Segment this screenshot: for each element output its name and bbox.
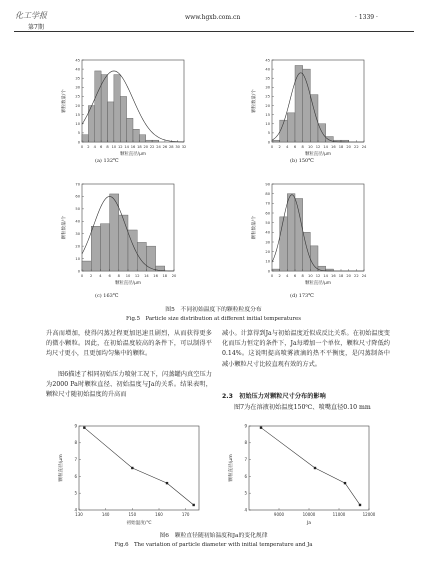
y-tick-label: 10 (75, 122, 80, 127)
histogram-bar (139, 135, 145, 142)
x-tick-label: 18 (338, 274, 344, 278)
x-tick-label: 4 (93, 145, 96, 149)
y-tick-label: 70 (75, 182, 80, 187)
y-tick-label: 4 (74, 507, 77, 513)
histogram-bar (295, 65, 303, 142)
y-tick-label: 20 (75, 244, 80, 249)
y-tick-label: 6 (74, 473, 77, 479)
x-axis-label: 颗粒直径/μm (119, 152, 147, 157)
y-tick-label: 4 (244, 507, 247, 513)
histogram-bar (133, 129, 139, 142)
y-tick-label: 5 (267, 131, 270, 136)
x-tick-label: 16 (331, 274, 336, 278)
y-axis-label: 颗粒数量/个 (62, 215, 67, 240)
y-tick-label: 5 (77, 131, 80, 136)
x-tick-label: 20 (346, 274, 351, 278)
histogram-bar (295, 199, 303, 272)
y-tick-label: 6 (244, 473, 247, 479)
y-tick-label: 45 (265, 58, 270, 63)
y-tick-label: 90 (265, 182, 270, 187)
y-tick-label: 40 (75, 67, 80, 72)
data-point (344, 482, 346, 484)
histogram-bar (303, 69, 311, 142)
fig5-caption-d: (d) 173℃ (290, 293, 314, 299)
x-tick-label: 30 (175, 145, 180, 149)
y-tick-label: 0 (77, 269, 80, 274)
series-line (261, 428, 360, 505)
journal-url: www.hgxb.com.cn (185, 14, 241, 21)
y-tick-label: 0 (77, 140, 80, 145)
data-point (314, 467, 316, 469)
y-tick-label: 10 (75, 256, 80, 261)
fig5-histogram-d (250, 180, 368, 295)
y-tick-label: 15 (265, 112, 270, 117)
x-tick-label: 20 (171, 274, 177, 278)
histogram-bar (310, 95, 318, 142)
issue-number: 第7期 (28, 24, 44, 31)
histogram-bar (110, 194, 119, 271)
histogram-bar (287, 194, 295, 271)
y-tick-label: 40 (265, 230, 270, 235)
data-point (192, 504, 194, 506)
y-tick-label: 20 (75, 103, 80, 108)
y-tick-label: 40 (265, 67, 270, 72)
y-tick-label: 35 (75, 76, 80, 81)
x-tick-label: 22 (149, 145, 155, 149)
y-tick-label: 7 (244, 457, 247, 462)
data-point (166, 482, 168, 484)
histogram-bar (114, 75, 120, 142)
y-tick-label: 9 (244, 423, 247, 429)
x-tick-label: 12 (315, 145, 321, 149)
y-tick-label: 35 (265, 76, 270, 81)
x-tick-label: 4 (286, 274, 289, 278)
left-paragraph-1: 升高而增加，使得闪蒸过程更加迅速且剧烈，从而获得更多的微小颗粒。因此，在初始温度较高的条件下，可以制得平均尺寸更小，且更加均匀集中的颗粒。 (46, 330, 212, 358)
fig6-caption-en: Fig.6 The variation of particle diameter with initial temperature and Ja (114, 542, 313, 548)
x-tick-label: 160 (155, 512, 163, 517)
histogram-bar (100, 224, 109, 271)
histogram-bar (108, 102, 114, 142)
x-axis-label: 颗粒直径/μm (304, 152, 332, 157)
left-paragraph-2: 图6描述了相同初始压力喷射工况下，闪蒸罐内真空压力为2000 Pa时颗粒直径、初始温度与Ja的关系。结果表明，颗粒尺寸随初始温度的升高而 (46, 371, 212, 399)
x-axis-label: Ja (306, 521, 312, 526)
x-tick-label: 6 (108, 274, 111, 278)
histogram-bar (280, 217, 288, 271)
x-tick-label: 22 (354, 274, 359, 278)
fig5-histogram-c (60, 180, 178, 295)
series-line (84, 428, 193, 505)
fig6-temperature-chart (55, 420, 205, 530)
y-tick-label: 60 (75, 194, 80, 199)
y-axis-label: 颗粒数量/个 (252, 215, 257, 240)
x-axis-label: 颗粒直径/μm (114, 281, 142, 286)
histogram-bar (82, 135, 88, 142)
x-tick-label: 16 (130, 145, 136, 149)
x-tick-label: 0 (270, 274, 274, 278)
right-paragraph-2: 图7为在溶液初始温度150℃、喷嘴直径0.10 mm (234, 404, 371, 411)
y-tick-label: 10 (265, 122, 270, 127)
data-point (260, 426, 262, 428)
x-tick-label: 0 (80, 274, 84, 278)
x-tick-label: 2 (90, 274, 93, 278)
histogram-bar (127, 118, 133, 142)
x-tick-label: 4 (286, 145, 289, 149)
histogram-bar (303, 232, 311, 271)
journal-logo-text: 化工学报 (15, 11, 47, 20)
fig6-caption-cn: 图6 颗粒直径随初始温度和Ja的变化规律 (159, 533, 268, 539)
x-tick-label: 18 (338, 145, 344, 149)
x-tick-label: 24 (361, 145, 367, 149)
y-tick-label: 30 (75, 232, 80, 237)
x-tick-label: 140 (101, 512, 110, 517)
fig5-histogram-b (250, 56, 368, 166)
x-tick-label: 28 (168, 145, 174, 149)
x-tick-label: 12 (315, 274, 321, 278)
data-point (131, 467, 133, 469)
x-tick-label: 170 (181, 512, 190, 517)
y-tick-label: 10 (265, 259, 270, 264)
x-tick-label: 10 (111, 145, 117, 149)
x-tick-label: 4 (99, 274, 102, 278)
x-tick-label: 6 (293, 145, 297, 149)
histogram-bar (119, 215, 128, 271)
x-tick-label: 14 (144, 274, 149, 278)
histogram-bar (82, 261, 91, 271)
histogram-bar (287, 113, 295, 142)
x-tick-label: 14 (323, 274, 328, 278)
header-rule (14, 31, 414, 32)
fig5-caption-cn: 图5 不同初始温度下的颗粒粒度分布 (165, 307, 262, 313)
x-tick-label: 2 (278, 145, 281, 149)
x-tick-label: 32 (181, 145, 187, 149)
plot-frame (249, 426, 369, 510)
fig5-histogram-a (60, 56, 188, 166)
y-tick-label: 7 (74, 457, 77, 462)
x-tick-label: 130 (75, 512, 83, 517)
histogram-bar (146, 140, 152, 142)
x-tick-label: 24 (361, 274, 367, 278)
fig5-caption-a: (a) 132℃ (95, 158, 119, 164)
x-tick-label: 6 (99, 145, 103, 149)
fig5-caption-en: Fig.5 Particle size distribution at different initial temperatures (126, 316, 301, 322)
x-tick-label: 8 (117, 274, 120, 278)
x-tick-label: 16 (331, 145, 336, 149)
x-tick-label: 18 (162, 274, 168, 278)
y-tick-label: 50 (75, 207, 80, 212)
x-tick-label: 16 (153, 274, 158, 278)
y-tick-label: 5 (244, 490, 247, 496)
y-tick-label: 0 (267, 269, 270, 274)
x-tick-label: 10 (308, 274, 313, 278)
x-tick-label: 14 (323, 145, 328, 149)
x-tick-label: 150 (128, 512, 137, 517)
histogram-bar (272, 140, 280, 142)
x-axis-label: 初始温度/℃ (126, 521, 152, 526)
data-point (359, 504, 361, 506)
y-tick-label: 25 (75, 94, 80, 99)
x-tick-label: 10000 (302, 512, 316, 517)
page-number: · 1339 · (355, 14, 378, 21)
y-tick-label: 15 (75, 112, 80, 117)
y-tick-label: 45 (75, 58, 80, 63)
right-paragraph-1: 减小。计算得到Ja与初始温度近似成反比关系。在初始温度变化而压力恒定的条件下，Ja每增加一个单位，颗粒尺寸降低约0.14%。这说明提高喷雾液滴的热不平衡度，是闪蒸制备中减小颗粒尺寸比较直观有效的方式。 (222, 330, 390, 368)
histogram-bar (91, 226, 100, 271)
x-tick-label: 0 (80, 145, 84, 149)
histogram-bar (120, 96, 126, 142)
x-tick-label: 24 (156, 145, 161, 149)
histogram-bar (95, 71, 101, 142)
x-tick-label: 8 (106, 145, 109, 149)
x-tick-label: 20 (143, 145, 149, 149)
x-tick-label: 10 (125, 274, 131, 278)
x-tick-label: 12 (117, 145, 123, 149)
y-tick-label: 30 (265, 85, 270, 90)
x-tick-label: 14 (124, 145, 129, 149)
x-tick-label: 20 (346, 145, 351, 149)
x-tick-label: 12000 (362, 512, 375, 517)
x-tick-label: 8 (301, 145, 304, 149)
y-tick-label: 20 (265, 249, 270, 254)
x-tick-label: 22 (354, 145, 359, 149)
y-tick-label: 50 (265, 220, 270, 225)
y-axis-label: 颗粒数量/个 (62, 89, 67, 113)
data-point (83, 426, 85, 428)
fig5-caption-c: (c) 163℃ (95, 293, 119, 299)
y-tick-label: 9 (74, 423, 77, 429)
x-tick-label: 2 (278, 274, 281, 278)
y-axis-label: 颗粒数量/个 (252, 89, 257, 113)
section-heading-2-3: 2.3 初始压力对颗粒尺寸分布的影响 (222, 393, 326, 400)
y-tick-label: 60 (265, 211, 270, 216)
histogram-bar (310, 246, 318, 271)
histogram-bar (152, 140, 158, 142)
histogram-bar (146, 246, 155, 271)
histogram-bar (272, 269, 280, 271)
fig6-ja-chart (225, 420, 375, 530)
y-tick-label: 5 (74, 490, 77, 496)
x-tick-label: 2 (87, 145, 90, 149)
y-tick-label: 70 (265, 201, 270, 206)
x-tick-label: 10 (308, 145, 313, 149)
y-tick-label: 30 (75, 85, 80, 90)
fig5-caption-b: (b) 150℃ (290, 158, 314, 164)
x-tick-label: 12 (134, 274, 140, 278)
y-tick-label: 25 (265, 94, 270, 99)
x-tick-label: 26 (162, 145, 168, 149)
x-tick-label: 0 (270, 145, 274, 149)
x-tick-label: 11000 (332, 512, 346, 517)
y-tick-label: 8 (74, 440, 77, 446)
y-tick-label: 8 (244, 440, 247, 446)
histogram-bar (101, 75, 107, 142)
y-tick-label: 80 (265, 191, 270, 196)
y-tick-label: 20 (265, 103, 270, 108)
y-tick-label: 0 (267, 140, 270, 145)
x-axis-label: 颗粒直径/μm (304, 281, 332, 286)
x-tick-label: 6 (293, 274, 297, 278)
y-axis-label: 颗粒直径/μm (59, 454, 64, 482)
y-axis-label: 颗粒直径/μm (229, 454, 234, 482)
x-tick-label: 18 (137, 145, 142, 149)
y-tick-label: 40 (75, 219, 80, 224)
x-tick-label: 9000 (273, 512, 285, 517)
y-tick-label: 30 (265, 240, 270, 245)
x-tick-label: 8 (301, 274, 304, 278)
